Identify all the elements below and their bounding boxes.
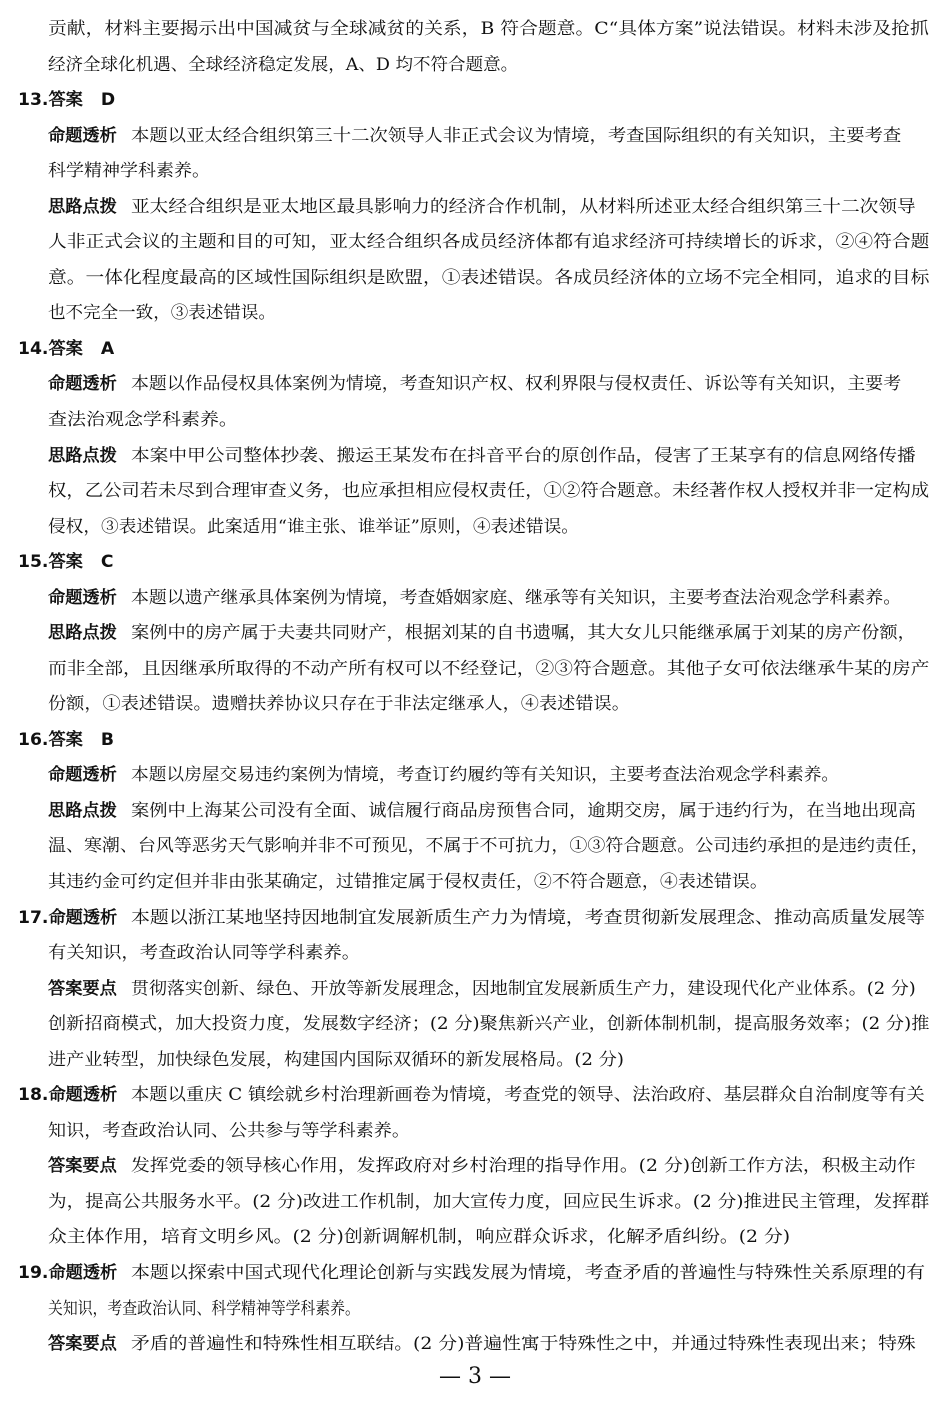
text-line: 命题透析 本题以房屋交易违约案例为情境，考查订约履约等有关知识，主要考查法治观念学科素养。 xyxy=(48,765,839,786)
text-line: 关知识，考查政治认同、科学精神等学科素养。 xyxy=(48,1298,360,1319)
text-line: 知识，考查政治认同、公共参与等学科素养。 xyxy=(48,1120,410,1141)
text-line: 人非正式会议的主题和目的可知，亚太经合组织各成员经济体都有追求经济可持续增长的诉求，②④符合题 xyxy=(48,232,930,253)
text-line: 答案要点 发挥党委的领导核心作用，发挥政府对乡村治理的指导作用。(2 分)创新工作方法，积极主动作 xyxy=(48,1156,916,1177)
answer-value: A xyxy=(100,338,115,359)
section-label: 答案要点 xyxy=(48,978,117,999)
text-line: 查法治观念学科素养。 xyxy=(48,409,238,430)
text-line: 进产业转型，加快绿色发展，构建国内国际双循环的新发展格局。(2 分) xyxy=(48,1049,624,1070)
text-line: 众主体作用，培育文明乡风。(2 分)创新调解机制，响应群众诉求，化解矛盾纠纷。(2 分) xyxy=(48,1227,791,1248)
question-number: 13. xyxy=(18,90,49,111)
answer-label: 答案 xyxy=(48,552,83,573)
text-line: 答案要点 贯彻落实创新、绿色、开放等新发展理念，因地制宜发展新质生产力，建设现代化产业体系。(2 分) xyxy=(48,978,916,999)
question-15-header xyxy=(18,545,113,579)
text-line: 经济全球化机遇、全球经济稳定发展，A、D 均不符合题意。 xyxy=(48,54,519,75)
text-line: 份额，①表述错误。遗赠扶养协议只存在于非法定继承人，④表述错误。 xyxy=(48,694,630,715)
text-line: 为，提高公共服务水平。(2 分)改进工作机制，加大宣传力度，回应民生诉求。(2 分)推进民主管理，发挥群 xyxy=(48,1191,930,1212)
answer-label: 答案 xyxy=(48,729,83,750)
question-19-header: 19.命题透析 本题以探索中国式现代化理论创新与实践发展为情境，考查矛盾的普遍性与特殊性关系原理的有 xyxy=(18,1262,926,1283)
question-number: 19. xyxy=(18,1262,49,1283)
text-line: 意。一体化程度最高的区域性国际组织是欧盟，①表述错误。各成员经济体的立场不完全相同，追求的目标 xyxy=(48,267,930,288)
text-line: 也不完全一致，③表述错误。 xyxy=(48,303,276,324)
answer-value: C xyxy=(100,552,114,573)
section-label: 答案要点 xyxy=(48,1156,117,1177)
question-17-header: 17.命题透析 本题以浙江某地坚持因地制宜发展新质生产力为情境，考查贯彻新发展理念、推动高质量发展等 xyxy=(18,907,926,928)
question-13-header xyxy=(18,83,115,117)
text-line: 而非全部，且因继承所取得的不动产所有权可以不经登记，②③符合题意。其他子女可依法继承牛某的房产 xyxy=(48,658,930,679)
text-line: 创新招商模式，加大投资力度，发展数字经济；(2 分)聚焦新兴产业，创新体制机制，提高服务效率；(2 分)推 xyxy=(48,1014,930,1035)
text-line: 贡献，材料主要揭示出中国减贫与全球减贫的关系，B 符合题意。C“具体方案”说法错误。材料未涉及抢抓 xyxy=(48,19,929,39)
question-number: 16. xyxy=(18,729,49,750)
answer-label: 答案 xyxy=(48,338,83,359)
section-label: 思路点拨 xyxy=(48,800,117,821)
text-line: 答案要点 矛盾的普遍性和特殊性相互联结。(2 分)普遍性寓于特殊性之中，并通过特殊性表现出来；特殊 xyxy=(48,1334,916,1354)
section-label: 命题透析 xyxy=(48,765,117,786)
section-label: 命题透析 xyxy=(48,1085,118,1106)
text-line: 思路点拨 案例中上海某公司没有全面、诚信履行商品房预售合同，逾期交房，属于违约行为，在当地出现高 xyxy=(48,800,916,821)
text-line: 思路点拨 本案中甲公司整体抄袭、搬运王某发布在抖音平台的原创作品，侵害了王某享有的信息网络传播 xyxy=(48,445,916,466)
text-line: 命题透析 本题以亚太经合组织第三十二次领导人非正式会议为情境，考查国际组织的有关知识，主要考查 xyxy=(48,125,902,146)
text-line: 侵权，③表述错误。此案适用“谁主张、谁举证”原则，④表述错误。 xyxy=(48,516,579,537)
question-number: 15. xyxy=(18,552,49,573)
question-18-header: 18.命题透析 本题以重庆 C 镇绘就乡村治理新画卷为情境，考查党的领导、法治政府、基层群众自治制度等有关 xyxy=(18,1085,925,1106)
section-label: 命题透析 xyxy=(48,1262,118,1283)
answer-label: 答案 xyxy=(48,90,83,111)
question-number: 18. xyxy=(18,1085,49,1106)
text-line: 权，乙公司若未尽到合理审查义务，也应承担相应侵权责任，①②符合题意。未经著作权人授权并非一定构成 xyxy=(48,481,930,501)
section-label: 命题透析 xyxy=(48,374,117,395)
section-label: 思路点拨 xyxy=(48,623,117,644)
text-line: 温、寒潮、台风等恶劣天气影响并非不可预见，不属于不可抗力，①③符合题意。公司违约承担的是违约责任， xyxy=(48,836,929,857)
question-number: 17. xyxy=(18,907,49,928)
answer-value: B xyxy=(100,729,114,750)
section-label: 思路点拨 xyxy=(48,196,117,217)
answer-value: D xyxy=(100,90,116,111)
question-14-header xyxy=(18,332,114,366)
page-number: — 3 — xyxy=(439,1364,511,1389)
section-label: 命题透析 xyxy=(48,907,118,928)
text-line: 科学精神学科素养。 xyxy=(48,161,210,182)
section-label: 命题透析 xyxy=(48,125,117,146)
question-16-header xyxy=(18,723,114,757)
text-line: 思路点拨 亚太经合组织是亚太地区最具影响力的经济合作机制，从材料所述亚太经合组织第三十二次领导 xyxy=(48,196,916,217)
section-label: 答案要点 xyxy=(48,1334,117,1354)
text-line: 有关知识，考查政治认同等学科素养。 xyxy=(48,943,361,964)
text-line: 其违约金可约定但并非由张某确定，过错推定属于侵权责任，②不符合题意，④表述错误。 xyxy=(48,872,768,892)
section-label: 思路点拨 xyxy=(48,445,117,466)
text-line: 命题透析 本题以作品侵权具体案例为情境，考查知识产权、权利界限与侵权责任、诉讼等有关知识，主要考 xyxy=(48,374,901,395)
question-number: 14. xyxy=(18,338,49,359)
text-line: 命题透析 本题以遗产继承具体案例为情境，考查婚姻家庭、继承等有关知识，主要考查法治观念学科素养。 xyxy=(48,587,901,608)
text-line: 思路点拨 案例中的房产属于夫妻共同财产，根据刘某的自书遗嘱，其大女儿只能继承属于刘某的房产份额， xyxy=(48,623,916,644)
section-label: 命题透析 xyxy=(48,587,117,608)
